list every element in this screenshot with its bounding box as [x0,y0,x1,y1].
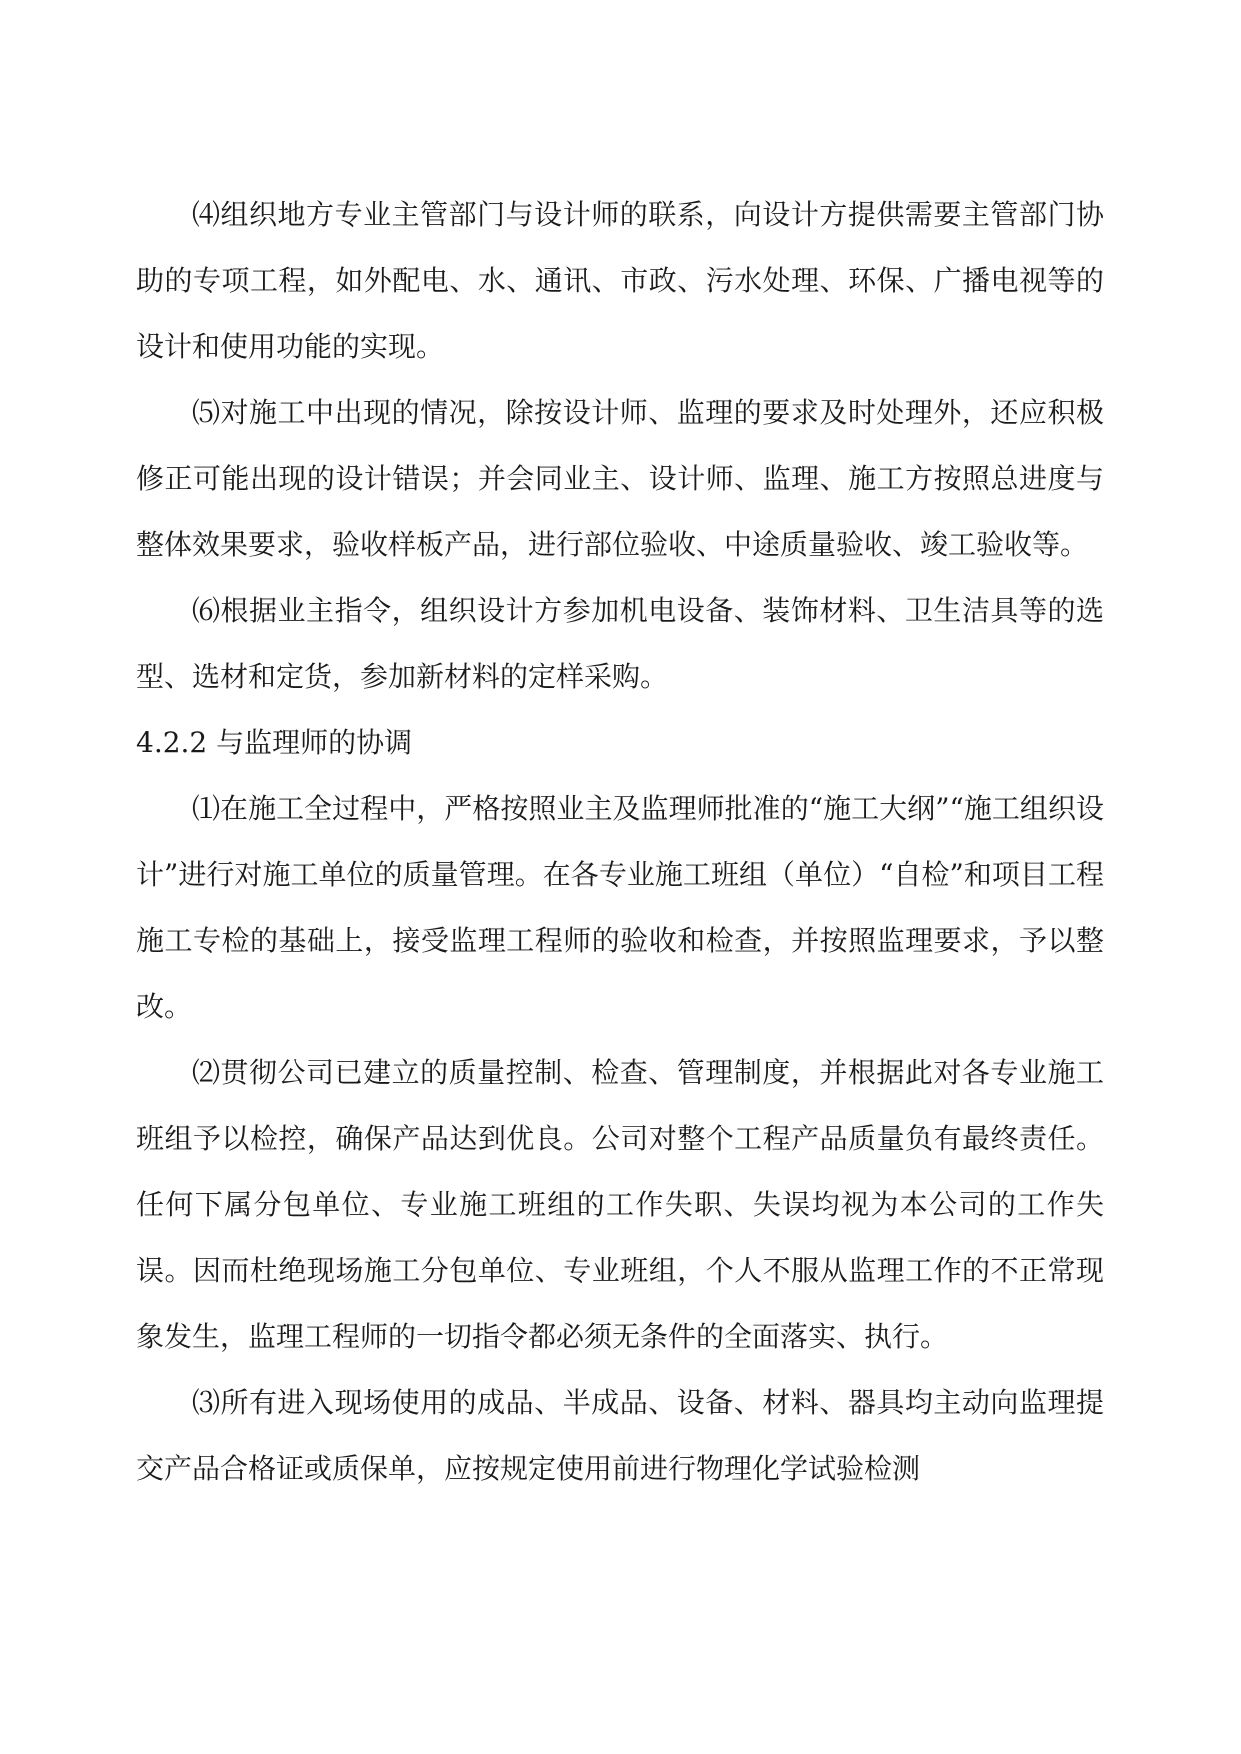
list-marker: ⑴ [192,792,221,825]
paragraph-6 [136,578,1104,710]
paragraph-text: 在施工全过程中，严格按照业主及监理师批准的“施工大纲”“施工组织设计”进行对施工单位的质量管理。在各专业施工班组（单位）“自检”和项目工程施工专检的基础上，接受监理工程师的验收和检查，并按照监理要求，予以整改。 [136,792,1104,1023]
section-paragraph-1 [136,776,1104,1040]
list-marker: ⑶ [192,1386,221,1419]
paragraph-text: 贯彻公司已建立的质量控制、检查、管理制度，并根据此对各专业施工班组予以检控，确保产品达到优良。公司对整个工程产品质量负有最终责任。任何下属分包单位、专业施工班组的工作失职、失误均视为本公司的工作失误。因而杜绝现场施工分包单位、专业班组，个人不服从监理工作的不正常现象发生，监理工程师的一切指令都必须无条件的全面落实、执行。 [136,1056,1104,1353]
section-paragraph-3 [136,1370,1104,1502]
paragraph-text: 根据业主指令，组织设计方参加机电设备、装饰材料、卫生洁具等的选型、选材和定货，参加新材料的定样采购。 [136,594,1104,693]
paragraph-text: 对施工中出现的情况，除按设计师、监理的要求及时处理外，还应积极修正可能出现的设计错误；并会同业主、设计师、监理、施工方按照总进度与整体效果要求，验收样板产品，进行部位验收、中途质量验收、竣工验收等。 [136,396,1104,561]
paragraph-5 [136,380,1104,578]
list-marker: ⑷ [192,198,221,231]
section-paragraph-2 [136,1040,1104,1370]
list-marker: ⑸ [192,396,221,429]
paragraph-text: 所有进入现场使用的成品、半成品、设备、材料、器具均主动向监理提交产品合格证或质保单，应按规定使用前进行物理化学试验检测 [136,1386,1104,1485]
paragraph-text: 组织地方专业主管部门与设计师的联系，向设计方提供需要主管部门协助的专项工程，如外配电、水、通讯、市政、污水处理、环保、广播电视等的设计和使用功能的实现。 [136,198,1104,363]
list-marker: ⑹ [192,594,221,627]
document-body [136,182,1104,1502]
paragraph-4 [136,182,1104,380]
list-marker: ⑵ [192,1056,221,1089]
section-heading: 4.2.2 与监理师的协调 [136,726,413,759]
